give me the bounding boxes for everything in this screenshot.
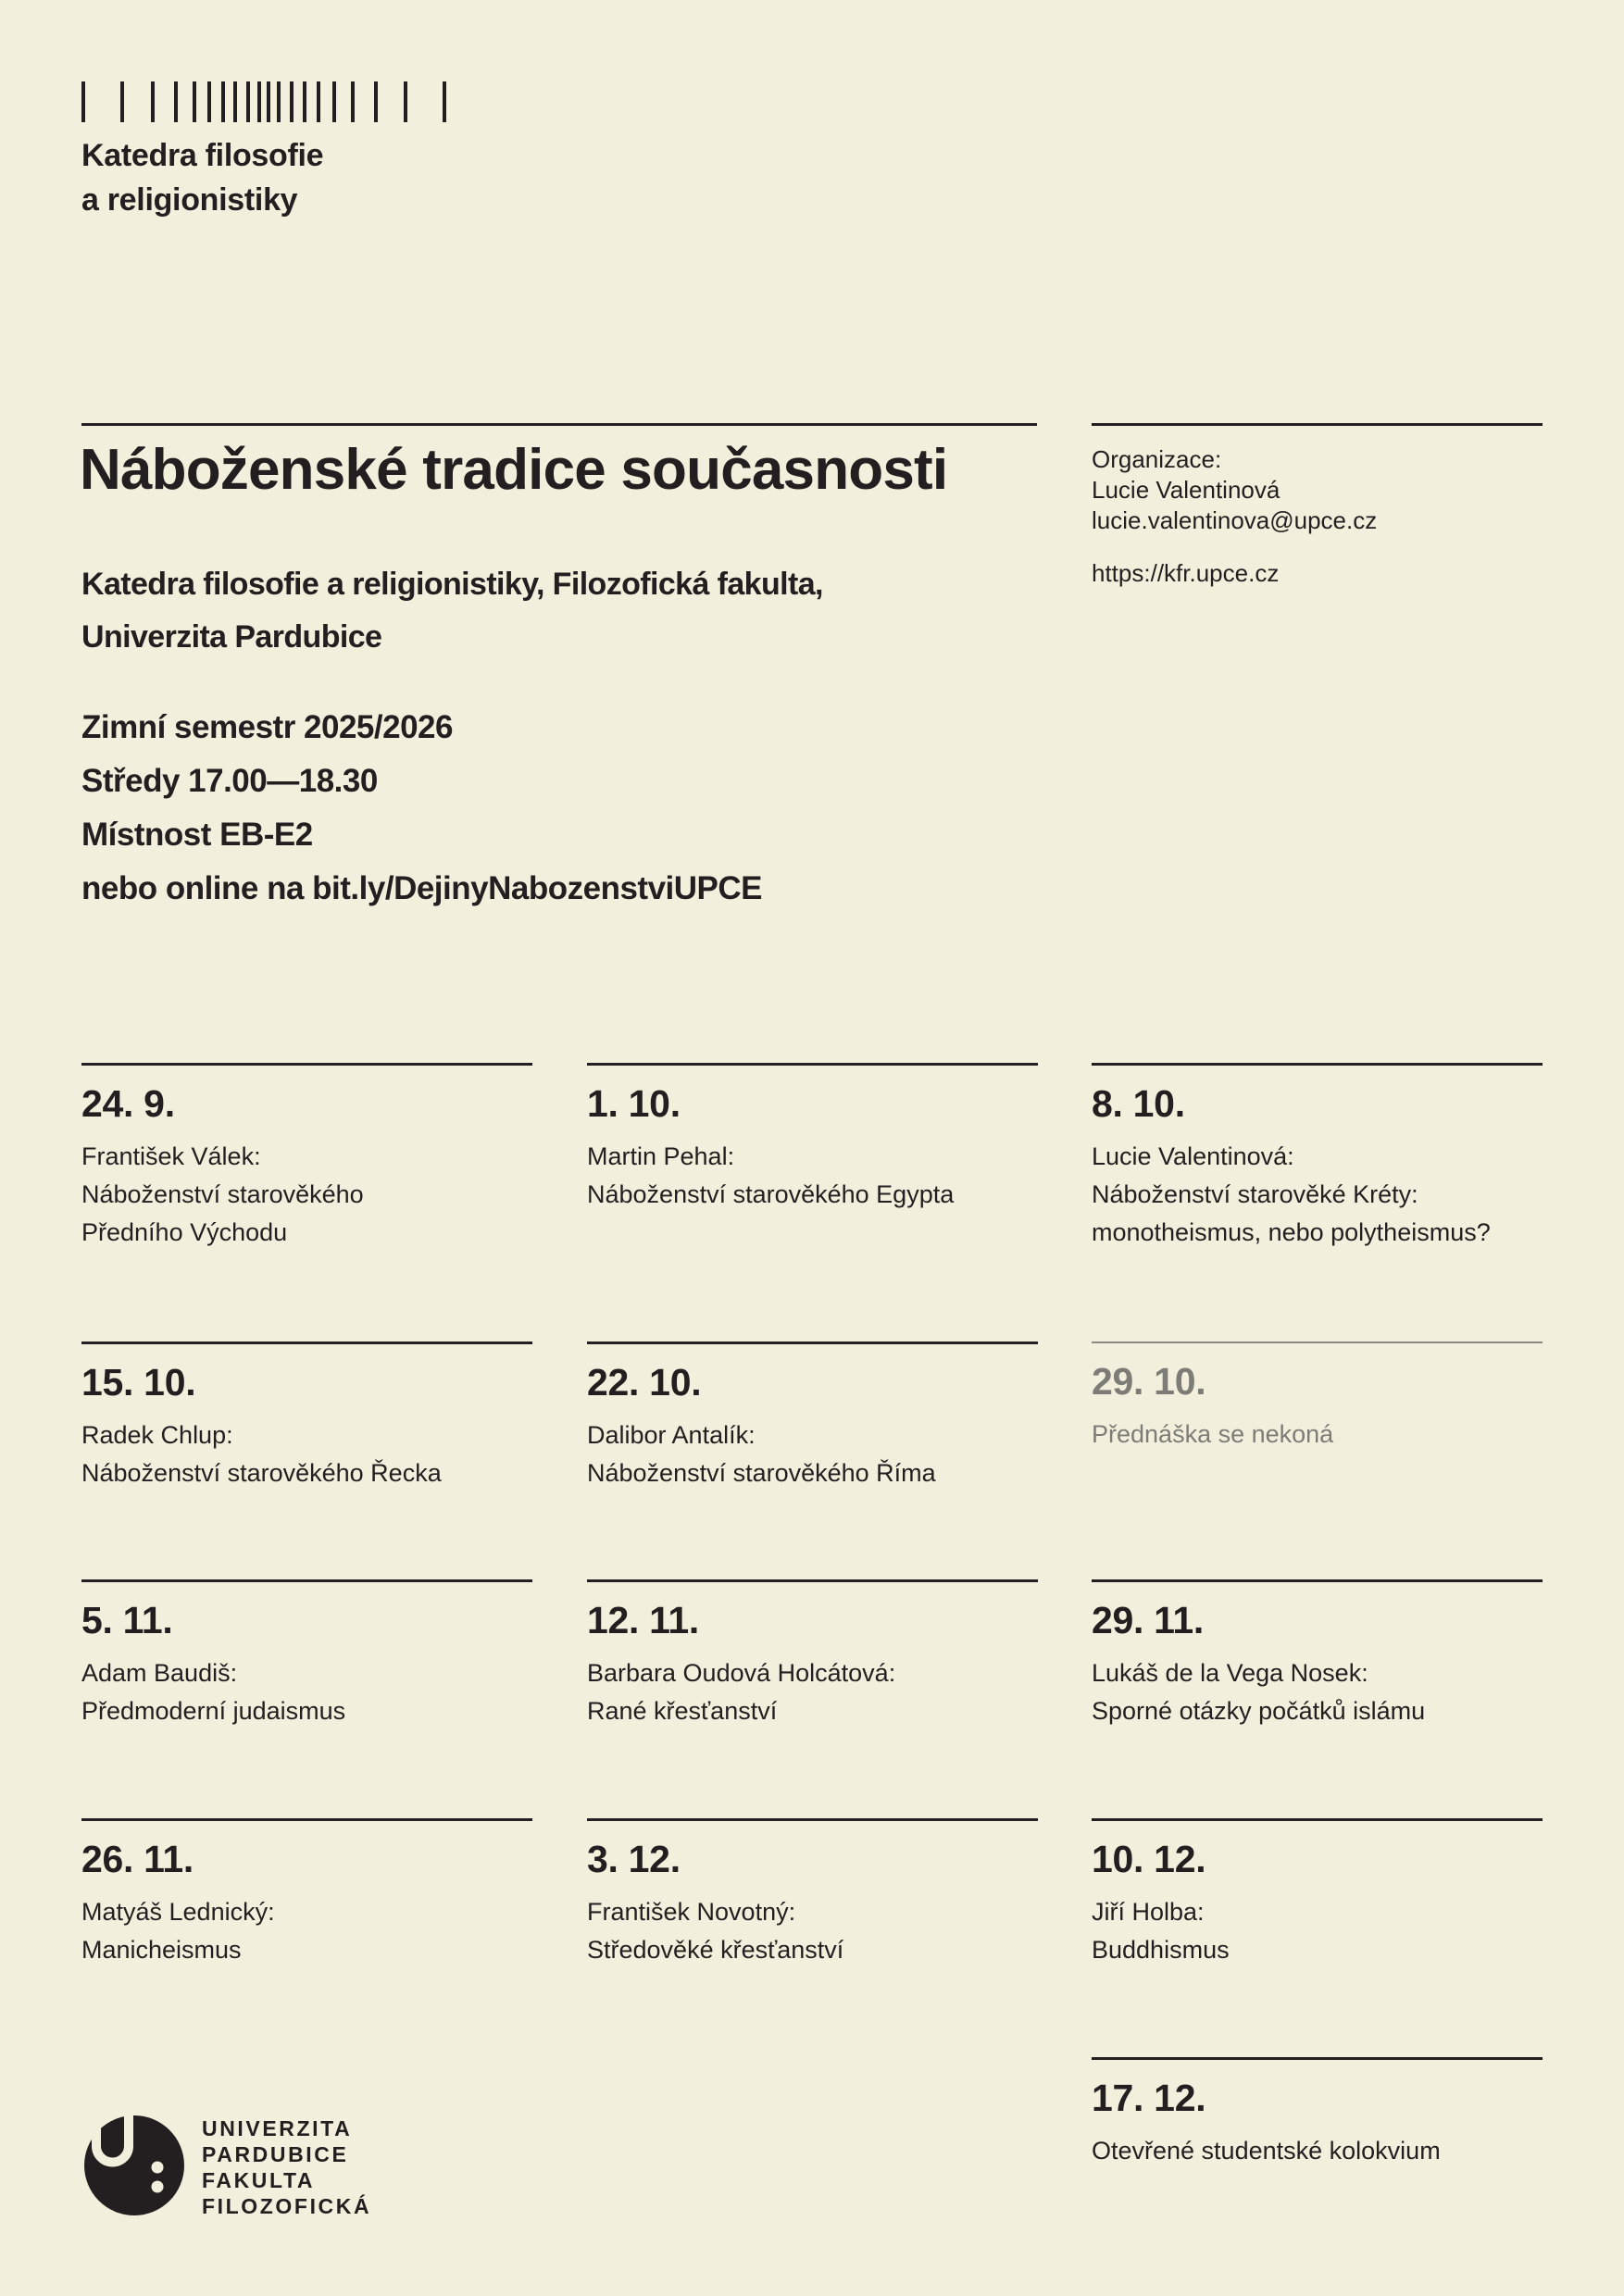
online-link[interactable]: nebo online na bit.ly/DejinyNabozenstviUPCE [81,870,762,906]
lecture-topic: Manicheismus [81,1936,242,1964]
lecture-speaker: František Novotný: [587,1898,796,1926]
lecture-topic: monotheismus, nebo polytheismus? [1092,1218,1491,1246]
organization-rule [1092,423,1543,426]
lecture-rule [81,1579,532,1582]
lecture-item [587,1579,1038,1730]
lecture-date: 29. 11. [1092,1599,1205,1641]
lecture-rule [1092,2057,1543,2060]
department-name [81,133,323,222]
lecture-date: 22. 10. [587,1361,702,1404]
lecture-speaker: Barbara Oudová Holcátová: [587,1659,896,1687]
logo-dot [152,2162,164,2174]
barcode-bar [257,81,261,122]
lecture-details [1092,1416,1543,1454]
lecture-details [81,1893,532,1969]
lecture-rule [1092,1818,1543,1821]
lecture-speaker: Adam Baudiš: [81,1659,238,1687]
university-logo-text [202,2115,371,2219]
subtitle-line-1: Katedra filosofie a religionistiky, Filozofická fakulta, [81,567,823,602]
lecture-item [1092,1579,1543,1730]
department-line-2: a religionistiky [81,182,298,218]
lecture-speaker: Jiří Holba: [1092,1898,1205,1926]
lecture-topic: Otevřené studentské kolokvium [1092,2137,1441,2165]
title-rule [81,423,1037,426]
subtitle-line-2: Univerzita Pardubice [81,619,382,655]
lecture-date: 29. 10. [1092,1360,1206,1403]
page-title: Náboženské tradice současnosti [80,438,948,502]
lecture-details [1092,2132,1543,2170]
lecture-date: 26. 11. [81,1838,194,1880]
subtitle [81,558,1063,664]
barcode-bar [277,81,281,122]
lecture-speaker: Radek Chlup: [81,1421,233,1449]
barcode-bar [174,81,178,122]
lecture-speaker: Lukáš de la Vega Nosek: [1092,1659,1368,1687]
lecture-topic: Náboženství starověkého Říma [587,1459,936,1487]
lecture-date: 1. 10. [587,1082,681,1125]
lecture-details [1092,1893,1543,1969]
lecture-details [587,1893,1038,1969]
lecture-details [587,1416,1038,1492]
barcode-bar [374,81,378,122]
room: Místnost EB-E2 [81,817,313,853]
lecture-rule [81,1063,532,1066]
lecture-topic: Náboženství starověkého Egypta [587,1180,955,1208]
lecture-item [81,1818,532,1969]
lecture-topic: Buddhismus [1092,1936,1230,1964]
lecture-rule [81,1341,532,1344]
lecture-topic: Náboženství starověkého Řecka [81,1459,442,1487]
lecture-item [81,1341,532,1492]
department-line-1: Katedra filosofie [81,138,324,173]
barcode-bar [317,81,320,122]
barcode-bar [233,81,237,122]
logo-line: FAKULTA [202,2168,316,2192]
lecture-speaker: František Válek: [81,1142,261,1170]
barcode-decoration [81,81,452,122]
lecture-item [1092,1063,1543,1252]
lecture-rule [1092,1341,1543,1343]
lecture-date: 24. 9. [81,1082,175,1125]
barcode-bar [443,81,446,122]
lecture-topic: Středověké křesťanství [587,1936,844,1964]
lecture-rule [587,1818,1038,1821]
website-link[interactable]: https://kfr.upce.cz [1092,559,1280,587]
lecture-topic: Náboženství starověké Kréty: [1092,1180,1418,1208]
lecture-item [587,1818,1038,1969]
organizer-name: Lucie Valentinová [1092,476,1280,504]
lecture-speaker: Dalibor Antalík: [587,1421,756,1449]
lecture-rule [1092,1063,1543,1066]
semester: Zimní semestr 2025/2026 [81,709,453,745]
lecture-item [1092,2057,1543,2170]
barcode-bar [221,81,225,122]
barcode-bar [404,81,407,122]
lecture-topic: Rané křesťanství [587,1697,778,1725]
barcode-bar [290,81,294,122]
barcode-bar [81,81,85,122]
barcode-bar [332,81,336,122]
cancellation-note: Přednáška se nekoná [1092,1420,1334,1448]
lecture-item [587,1063,1038,1214]
lecture-speaker: Martin Pehal: [587,1142,735,1170]
barcode-bar [120,81,124,122]
lecture-item [587,1341,1038,1492]
lecture-item [81,1063,532,1252]
barcode-bar [246,81,250,122]
barcode-bar [303,81,306,122]
lecture-details [81,1138,532,1252]
barcode-bar [267,81,270,122]
lecture-topic: Předního Východu [81,1218,288,1246]
lecture-details [1092,1138,1543,1252]
lecture-topic: Předmoderní judaismus [81,1697,346,1725]
lecture-details [587,1654,1038,1730]
lecture-details [587,1138,1038,1214]
course-info [81,701,762,916]
lecture-rule [587,1579,1038,1582]
barcode-bar [193,81,196,122]
lecture-date: 5. 11. [81,1599,173,1641]
university-logo-icon [81,2113,189,2220]
logo-line: FILOZOFICKÁ [202,2194,372,2218]
lecture-rule [587,1341,1038,1344]
barcode-bar [151,81,155,122]
lecture-rule [1092,1579,1543,1582]
lecture-speaker: Matyáš Lednický: [81,1898,275,1926]
organization-block [1092,444,1545,589]
lecture-item [81,1579,532,1730]
lecture-item-cancelled [1092,1341,1543,1454]
lecture-topic: Sporné otázky počátků islámu [1092,1697,1426,1725]
lecture-date: 12. 11. [587,1599,700,1641]
lecture-details [81,1416,532,1492]
lecture-date: 3. 12. [587,1838,681,1880]
lecture-rule [81,1818,532,1821]
barcode-bar [207,81,211,122]
lecture-rule [587,1063,1038,1066]
lecture-date: 17. 12. [1092,2077,1206,2119]
lecture-date: 10. 12. [1092,1838,1206,1880]
lecture-details [81,1654,532,1730]
logo-dot [152,2181,164,2193]
organization-label: Organizace: [1092,445,1222,473]
time: Středy 17.00—18.30 [81,763,378,799]
barcode-bar [351,81,355,122]
lecture-topic: Náboženství starověkého [81,1180,364,1208]
lecture-date: 8. 10. [1092,1082,1185,1125]
lecture-speaker: Lucie Valentinová: [1092,1142,1294,1170]
lecture-details [1092,1654,1543,1730]
lecture-item [1092,1818,1543,1969]
logo-line: UNIVERZITA [202,2116,353,2140]
organizer-email[interactable]: lucie.valentinova@upce.cz [1092,506,1378,534]
lecture-date: 15. 10. [81,1361,196,1404]
logo-line: PARDUBICE [202,2142,349,2166]
